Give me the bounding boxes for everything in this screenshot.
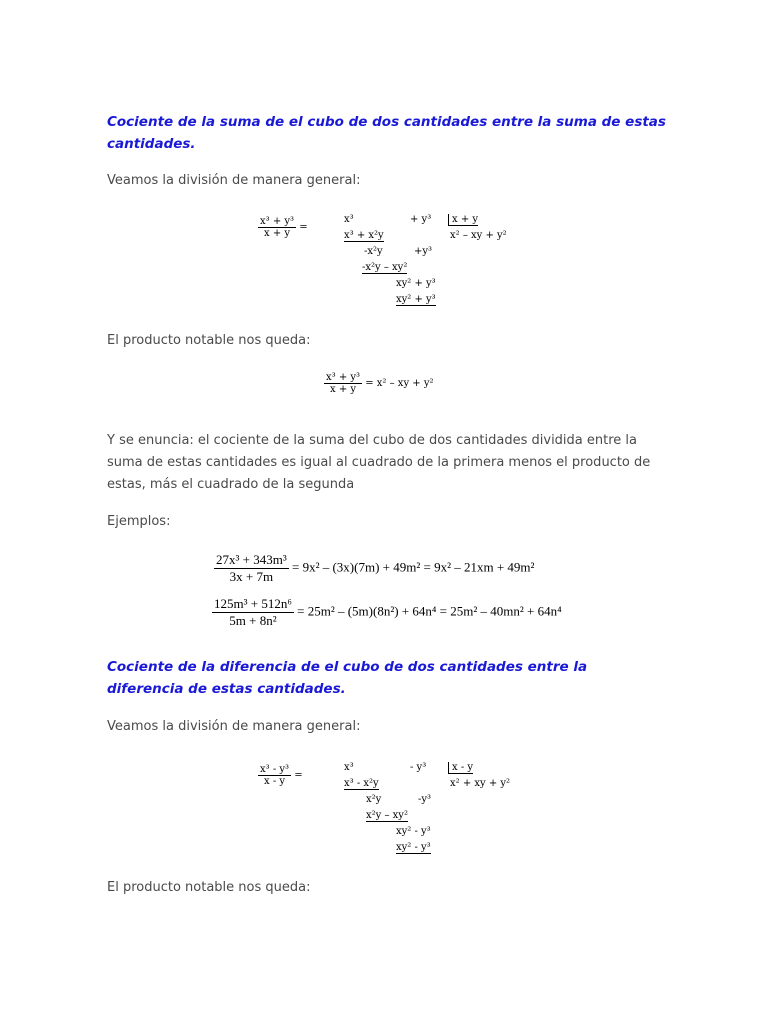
section2-heading: Cociente de la diferencia de el cubo de dos cantidades entre la diferencia de estas cantidades. <box>107 659 588 697</box>
section1-heading: Cociente de la suma de el cubo de dos cantidades entre la suma de estas cantidades. <box>107 114 666 152</box>
document-page: Cociente de la suma de el cubo de dos cantidades entre la suma de estas cantidades. Veamos la división de manera general: $\frac{\text{x³ + y³}}{x + y}$ = x³ + y³ x + y x² – xy + y² x³ + x²y -x²y +y³ -x²y – xy² xy² + y³ xy² + y³ El producto notable nos queda: $\frac{\text{x³ + y³}}{x + y}$ = x² – xy + y² Y se enuncia: el cociente de la suma del cubo de dos cantidades dividida entre la suma de estas cantidades es igual al cuadrado de la primera menos el producto de estas, más el cuadrado de la segunda Ejemplos: $\frac{\text{27x³ + 343m³}}{3x + 7m}$ = 9x² – (3x)(7m) + 49m² = 9x² – 21xm + 49m² $\frac{\text{125m³ + 512n⁶}}{\text{5m + 8n²}}$ = 25m² – (5m)(8n²) + 64n⁴ = 25m² – 40mn² + 64n⁴ Cociente de la diferencia de el cubo de dos cantidades entre la diferencia de estas cantidades. Veamos la división de manera general: $\frac{\text{x³ - y³}}{x - y}$ = x³ - y³ x - y x² + xy + y² x³ - x²y x²y -y³ x²y – xy² xy² - y³ xy² - y³ El producto notable nos queda: <box>0 0 768 1024</box>
section2-division-lhs: $\frac{\text{x³ - y³}}{x - y}$ = <box>260 764 303 787</box>
example2-formula: $\frac{\text{125m³ + 512n⁶}}{\text{5m + 8n²}}$ = 25m² – (5m)(8n²) + 64n⁴ = 25m² – 40mn² + 64n⁴ <box>214 596 562 628</box>
section1-result-intro: El producto notable nos queda: <box>107 333 311 348</box>
section1-division-lhs: $\frac{\text{x³ + y³}}{x + y}$ = <box>260 216 308 239</box>
section2-intro: Veamos la división de manera general: <box>107 719 361 734</box>
examples-label: Ejemplos: <box>107 514 171 529</box>
section2-result-intro: El producto notable nos queda: <box>107 880 311 895</box>
example1-formula: $\frac{\text{27x³ + 343m³}}{3x + 7m}$ = 9x² – (3x)(7m) + 49m² = 9x² – 21xm + 49m² <box>216 552 535 584</box>
section1-intro: Veamos la división de manera general: <box>107 173 361 188</box>
section1-statement: Y se enuncia: el cociente de la suma del cubo de dos cantidades dividida entre la suma de estas cantidades es igual al cuadrado de la primera menos el producto de estas, más el cuadrado de la segunda <box>107 433 651 492</box>
section1-formula: $\frac{\text{x³ + y³}}{x + y}$ = x² – xy + y² <box>326 372 434 395</box>
